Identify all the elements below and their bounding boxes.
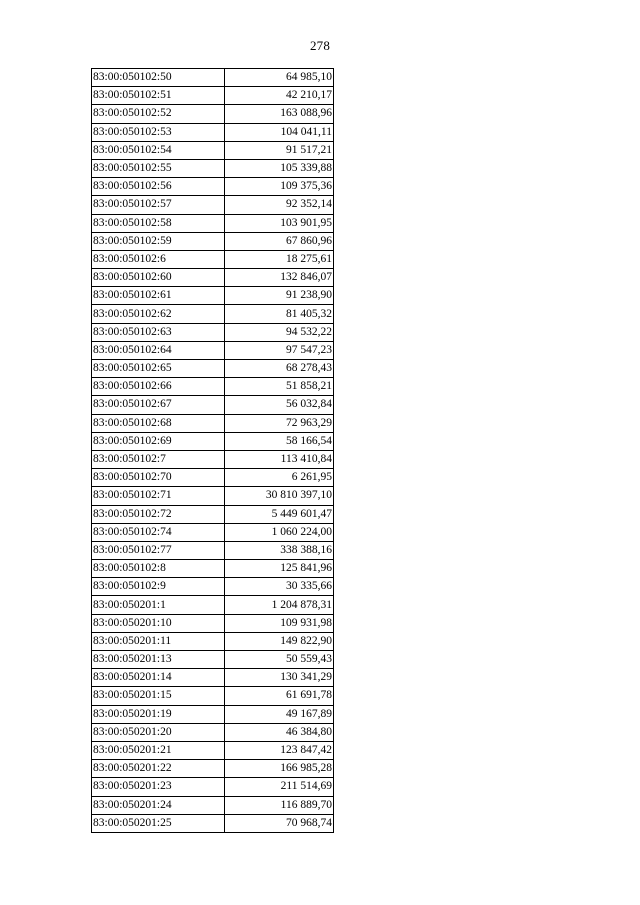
cadastral-value-cell: 130 341,29 — [225, 669, 334, 687]
table-row — [92, 323, 334, 341]
table-row — [92, 141, 334, 159]
table-row — [92, 741, 334, 759]
cadastral-number-cell: 83:00:050201:22 — [92, 760, 225, 778]
table-row — [92, 669, 334, 687]
cadastral-value-cell: 116 889,70 — [225, 796, 334, 814]
table-row — [92, 305, 334, 323]
cadastral-number-cell: 83:00:050102:7 — [92, 450, 225, 468]
cadastral-number-cell: 83:00:050102:70 — [92, 469, 225, 487]
table-row — [92, 578, 334, 596]
cadastral-value-cell: 166 985,28 — [225, 760, 334, 778]
cadastral-value-cell: 91 238,90 — [225, 287, 334, 305]
cadastral-value-cell: 94 532,22 — [225, 323, 334, 341]
cadastral-number-cell: 83:00:050201:15 — [92, 687, 225, 705]
cadastral-value-cell: 18 275,61 — [225, 250, 334, 268]
cadastral-value-cell: 163 088,96 — [225, 105, 334, 123]
cadastral-number-cell: 83:00:050201:10 — [92, 614, 225, 632]
cadastral-number-cell: 83:00:050102:66 — [92, 378, 225, 396]
cadastral-value-cell: 42 210,17 — [225, 87, 334, 105]
table-row — [92, 814, 334, 832]
table-row — [92, 396, 334, 414]
table-row — [92, 778, 334, 796]
table-row — [92, 469, 334, 487]
table-row — [92, 360, 334, 378]
cadastral-value-cell: 56 032,84 — [225, 396, 334, 414]
cadastral-value-cell: 211 514,69 — [225, 778, 334, 796]
cadastral-value-cell: 105 339,88 — [225, 159, 334, 177]
table-row — [92, 632, 334, 650]
cadastral-number-cell: 83:00:050102:77 — [92, 541, 225, 559]
cadastral-number-cell: 83:00:050102:68 — [92, 414, 225, 432]
table-row — [92, 432, 334, 450]
table-row — [92, 723, 334, 741]
cadastral-number-cell: 83:00:050102:6 — [92, 250, 225, 268]
table-row — [92, 269, 334, 287]
cadastral-value-cell: 30 810 397,10 — [225, 487, 334, 505]
cadastral-value-cell: 68 278,43 — [225, 360, 334, 378]
cadastral-value-cell: 1 060 224,00 — [225, 523, 334, 541]
table-row — [92, 796, 334, 814]
table-row — [92, 378, 334, 396]
cadastral-number-cell: 83:00:050102:62 — [92, 305, 225, 323]
cadastral-number-cell: 83:00:050201:11 — [92, 632, 225, 650]
cadastral-number-cell: 83:00:050102:58 — [92, 214, 225, 232]
cadastral-number-cell: 83:00:050201:14 — [92, 669, 225, 687]
cadastral-value-cell: 1 204 878,31 — [225, 596, 334, 614]
table-row — [92, 123, 334, 141]
cadastral-number-cell: 83:00:050102:57 — [92, 196, 225, 214]
cadastral-number-cell: 83:00:050102:53 — [92, 123, 225, 141]
cadastral-value-table — [91, 68, 334, 833]
cadastral-value-cell: 91 517,21 — [225, 141, 334, 159]
cadastral-number-cell: 83:00:050102:69 — [92, 432, 225, 450]
cadastral-value-cell: 92 352,14 — [225, 196, 334, 214]
cadastral-number-cell: 83:00:050201:13 — [92, 651, 225, 669]
cadastral-number-cell: 83:00:050201:23 — [92, 778, 225, 796]
cadastral-value-cell: 5 449 601,47 — [225, 505, 334, 523]
cadastral-number-cell: 83:00:050201:21 — [92, 741, 225, 759]
page-number: 278 — [309, 38, 331, 53]
cadastral-number-cell: 83:00:050201:25 — [92, 814, 225, 832]
table-row — [92, 178, 334, 196]
cadastral-value-cell: 58 166,54 — [225, 432, 334, 450]
cadastral-value-cell: 70 968,74 — [225, 814, 334, 832]
cadastral-value-cell: 113 410,84 — [225, 450, 334, 468]
table-row — [92, 487, 334, 505]
cadastral-value-cell: 104 041,11 — [225, 123, 334, 141]
cadastral-number-cell: 83:00:050102:52 — [92, 105, 225, 123]
cadastral-number-cell: 83:00:050102:55 — [92, 159, 225, 177]
cadastral-number-cell: 83:00:050102:59 — [92, 232, 225, 250]
table-row — [92, 87, 334, 105]
cadastral-value-cell: 61 691,78 — [225, 687, 334, 705]
table-body — [92, 69, 334, 833]
table-row — [92, 250, 334, 268]
table-row — [92, 541, 334, 559]
cadastral-value-cell: 6 261,95 — [225, 469, 334, 487]
table-row — [92, 69, 334, 87]
table-row — [92, 159, 334, 177]
table-row — [92, 341, 334, 359]
cadastral-value-cell: 30 335,66 — [225, 578, 334, 596]
table-row — [92, 196, 334, 214]
table-row — [92, 105, 334, 123]
cadastral-value-cell: 338 388,16 — [225, 541, 334, 559]
cadastral-value-cell: 103 901,95 — [225, 214, 334, 232]
cadastral-number-cell: 83:00:050102:50 — [92, 69, 225, 87]
table-row — [92, 760, 334, 778]
table-row — [92, 560, 334, 578]
table-row — [92, 523, 334, 541]
cadastral-number-cell: 83:00:050201:19 — [92, 705, 225, 723]
cadastral-value-cell: 49 167,89 — [225, 705, 334, 723]
table-row — [92, 651, 334, 669]
cadastral-number-cell: 83:00:050102:54 — [92, 141, 225, 159]
cadastral-number-cell: 83:00:050102:65 — [92, 360, 225, 378]
cadastral-value-cell: 72 963,29 — [225, 414, 334, 432]
cadastral-value-cell: 149 822,90 — [225, 632, 334, 650]
cadastral-value-cell: 67 860,96 — [225, 232, 334, 250]
cadastral-value-cell: 81 405,32 — [225, 305, 334, 323]
cadastral-number-cell: 83:00:050102:74 — [92, 523, 225, 541]
cadastral-number-cell: 83:00:050102:71 — [92, 487, 225, 505]
cadastral-number-cell: 83:00:050201:1 — [92, 596, 225, 614]
table-row — [92, 450, 334, 468]
cadastral-number-cell: 83:00:050102:60 — [92, 269, 225, 287]
table-row — [92, 414, 334, 432]
cadastral-number-cell: 83:00:050102:72 — [92, 505, 225, 523]
table-row — [92, 687, 334, 705]
cadastral-number-cell: 83:00:050102:67 — [92, 396, 225, 414]
cadastral-number-cell: 83:00:050201:24 — [92, 796, 225, 814]
table-row — [92, 232, 334, 250]
cadastral-number-cell: 83:00:050102:63 — [92, 323, 225, 341]
cadastral-value-cell: 97 547,23 — [225, 341, 334, 359]
cadastral-value-cell: 125 841,96 — [225, 560, 334, 578]
cadastral-value-cell: 46 384,80 — [225, 723, 334, 741]
cadastral-number-cell: 83:00:050102:61 — [92, 287, 225, 305]
cadastral-number-cell: 83:00:050102:64 — [92, 341, 225, 359]
cadastral-number-cell: 83:00:050201:20 — [92, 723, 225, 741]
table-row — [92, 596, 334, 614]
cadastral-number-cell: 83:00:050102:51 — [92, 87, 225, 105]
cadastral-value-cell: 50 559,43 — [225, 651, 334, 669]
table-row — [92, 287, 334, 305]
cadastral-value-cell: 132 846,07 — [225, 269, 334, 287]
cadastral-value-cell: 123 847,42 — [225, 741, 334, 759]
cadastral-value-cell: 51 858,21 — [225, 378, 334, 396]
cadastral-value-cell: 109 375,36 — [225, 178, 334, 196]
cadastral-value-cell: 109 931,98 — [225, 614, 334, 632]
table-row — [92, 505, 334, 523]
table-row — [92, 614, 334, 632]
cadastral-number-cell: 83:00:050102:9 — [92, 578, 225, 596]
cadastral-number-cell: 83:00:050102:8 — [92, 560, 225, 578]
cadastral-number-cell: 83:00:050102:56 — [92, 178, 225, 196]
cadastral-value-cell: 64 985,10 — [225, 69, 334, 87]
table-row — [92, 214, 334, 232]
table-row — [92, 705, 334, 723]
